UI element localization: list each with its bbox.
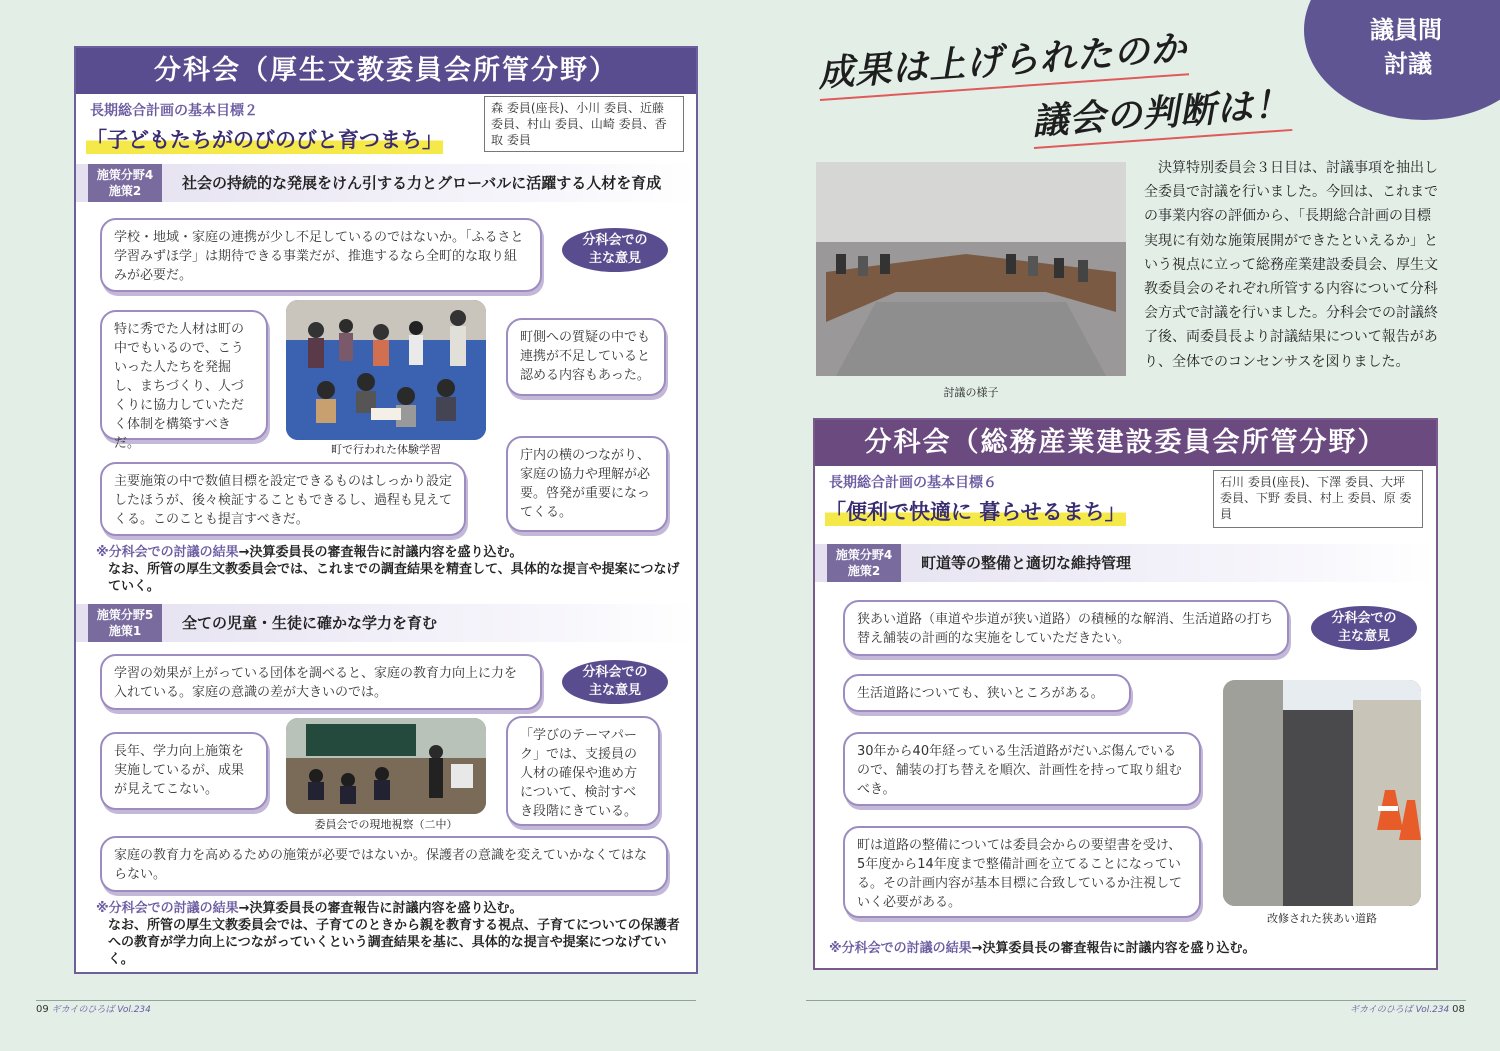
right-goal-subtitle: 長期総合計画の基本目標６	[829, 475, 997, 491]
policy-tag	[88, 604, 162, 642]
footer-rule-left	[36, 1000, 696, 1001]
photo-caption: 改修された狭あい道路	[1267, 912, 1377, 925]
left-goal-title: 「子どもたちがのびのびと育つまち」	[86, 124, 443, 154]
opinion-bubble: 家庭の教育力を高めるための施策が必要ではないか。保護者の意識を変えていかなくてはならない。	[100, 836, 668, 892]
opinion-bubble: 学習の効果が上がっている団体を調べると、家庭の教育力向上に力を入れている。家庭の意識の差が大きいのでは。	[100, 654, 542, 710]
result-arrow-text: →決算委員長の審査報告に討議内容を盛り込む。	[238, 545, 523, 560]
opinion-label-oval	[562, 228, 668, 272]
opinion-bubble: 「学びのテーマパーク」では、支援員の人材の確保や進め方について、検討すべき段階にきている。	[506, 716, 660, 826]
result-arrow-text: →決算委員長の審査報告に討議内容を盛り込む。	[971, 941, 1256, 956]
result-body: なお、所管の厚生文教委員会では、子育てのときから親を教育する視点、子育てについての保護者への教育が学力向上につながっていくという調査結果を基に、具体的な提言や提案につなげていく。	[108, 918, 680, 967]
headline-line2	[1030, 76, 1292, 149]
opinion-bubble: 学校・地域・家庭の連携が少し不足しているのではないか。「ふるさと学習みずほ学」は期待できる事業だが、推進するなら全町的な取り組みが必要だ。	[100, 218, 542, 292]
photo-caption: 委員会での現地視察（二中）	[314, 818, 458, 831]
policy-title: 町道等の整備と適切な維持管理	[921, 554, 1132, 572]
right-result	[829, 940, 1429, 957]
intro-paragraph: 決算特別委員会３日目は、討議事項を抽出し全委員で討議を行いました。今回は、これまでの事業内容の評価から、「長期総合計画の目標実現に有効な施策展開ができたといえるか」という視点に立って総務産業建設委員会、厚生文教委員会のそれぞれ所管する内容について分科会方式で討議を行いました。分科会での討議終了後、両委員長より討議結果について報告があり、全体でのコンセンサスを図りました。	[1144, 160, 1438, 370]
opinion-label-oval	[562, 660, 668, 704]
left-result-2	[96, 900, 686, 968]
opinion-label-text: 分科会での主な意見	[1331, 611, 1397, 644]
footer-left	[36, 1002, 151, 1015]
result-arrow-text: →決算委員長の審査報告に討議内容を盛り込む。	[238, 901, 523, 916]
policy-title: 全ての児童・生徒に確かな学力を育む	[182, 614, 438, 632]
magazine-name-right: ギカイのひろば Vol.234	[1350, 1005, 1450, 1015]
headline-line2-text: 議会の判断は！	[1030, 84, 1292, 144]
policy-tag	[88, 164, 162, 202]
result-head: ※分科会での討議の結果	[96, 901, 239, 916]
result-head: ※分科会での討議の結果	[96, 545, 239, 560]
opinion-bubble: 生活道路についても、狭いところがある。	[843, 674, 1131, 712]
left-members-box: 森 委員(座長)、小川 委員、近藤 委員、村山 委員、山崎 委員、香取 委員	[484, 96, 684, 152]
opinion-bubble: 町側への質疑の中でも連携が不足していると認める内容もあった。	[506, 318, 666, 396]
policy-tag-line2: 施策2	[847, 564, 881, 578]
opinion-label-oval	[1311, 606, 1417, 650]
left-policy-1	[76, 164, 696, 202]
result-body: なお、所管の厚生文教委員会では、これまでの調査結果を精査して、具体的な提言や提案につなげていく。	[108, 562, 680, 594]
opinion-label-text: 分科会での主な意見	[582, 233, 648, 266]
left-result-1	[96, 544, 686, 595]
corner-badge-line1: 議員間	[1370, 16, 1442, 44]
corner-badge-line2: 討議	[1384, 50, 1432, 78]
left-panel	[74, 46, 698, 974]
footer-right	[1350, 1002, 1465, 1015]
photo-caption: 町で行われた体験学習	[331, 443, 441, 456]
opinion-label-text: 分科会での主な意見	[582, 665, 648, 698]
opinion-bubble: 主要施策の中で数値目標を設定できるものはしっかり設定したほうが、後々検証することもできるし、過程も見えてくる。このことも提言すべきだ。	[100, 462, 466, 536]
opinion-bubble: 30年から40年経っている生活道路がだいぶ傷んでいるので、舗装の打ち替えを順次、計画性を持って取り組むべき。	[843, 732, 1201, 806]
policy-title: 社会の持続的な発展をけん引する力とグローバルに活躍する人材を育成	[182, 174, 662, 192]
policy-tag-line2: 施策2	[108, 184, 142, 198]
result-head: ※分科会での討議の結果	[829, 941, 972, 956]
opinion-bubble: 特に秀でた人材は町の中でもいるので、こういった人たちを発掘し、まちづくり、人づくりに協力していただく体制を構築すべきだ。	[100, 310, 268, 440]
opinion-bubble: 狭あい道路（車道や歩道が狭い道路）の積極的な解消、生活道路の打ち替え舗装の計画的な実施をしていただきたい。	[843, 600, 1289, 656]
experience-learning-image	[286, 300, 486, 440]
left-goal-subtitle: 長期総合計画の基本目標２	[90, 103, 258, 119]
corner-badge	[1304, 0, 1500, 120]
discussion-photo	[816, 162, 1126, 376]
policy-tag-line1: 施策分野5	[96, 608, 154, 622]
policy-tag-line2: 施策1	[108, 624, 142, 638]
left-policy-2	[76, 604, 696, 642]
site-visit-photo	[286, 718, 486, 814]
footer-rule-right	[806, 1000, 1466, 1001]
right-goal-title: 「便利で快適に 暮らせるまち」	[825, 496, 1126, 526]
policy-tag-line1: 施策分野4	[835, 548, 893, 562]
left-panel-title: 分科会（厚生文教委員会所管分野）	[76, 48, 696, 94]
narrow-road-image	[1223, 680, 1421, 906]
right-panel	[813, 418, 1438, 970]
page-number-right: 08	[1452, 1004, 1465, 1015]
experience-learning-photo	[286, 300, 486, 440]
headline-line1-text: 成果は上げられたのか	[816, 28, 1189, 96]
magazine-name-left: ギカイのひろば Vol.234	[51, 1005, 151, 1015]
right-panel-title: 分科会（総務産業建設委員会所管分野）	[815, 420, 1436, 466]
opinion-bubble: 町は道路の整備については委員会からの要望書を受け、5年度から14年度まで整備計画を立てることになっている。その計画内容が基本目標に合致しているか注視していく必要がある。	[843, 826, 1201, 918]
page-number-left: 09	[36, 1004, 49, 1015]
right-policy	[815, 544, 1436, 582]
site-visit-image	[286, 718, 486, 814]
opinion-bubble: 庁内の横のつながり、家庭の協力や理解が必要。啓発が重要になってくる。	[506, 436, 668, 532]
policy-tag	[827, 544, 901, 582]
narrow-road-photo	[1223, 680, 1421, 906]
discussion-image	[816, 162, 1126, 376]
opinion-bubble: 長年、学力向上施策を実施しているが、成果が見えてこない。	[100, 732, 268, 810]
policy-tag-line1: 施策分野4	[96, 168, 154, 182]
photo-caption: 討議の様子	[943, 386, 999, 399]
right-members-box: 石川 委員(座長)、下澤 委員、大坪 委員、下野 委員、村上 委員、原 委員	[1213, 470, 1423, 528]
